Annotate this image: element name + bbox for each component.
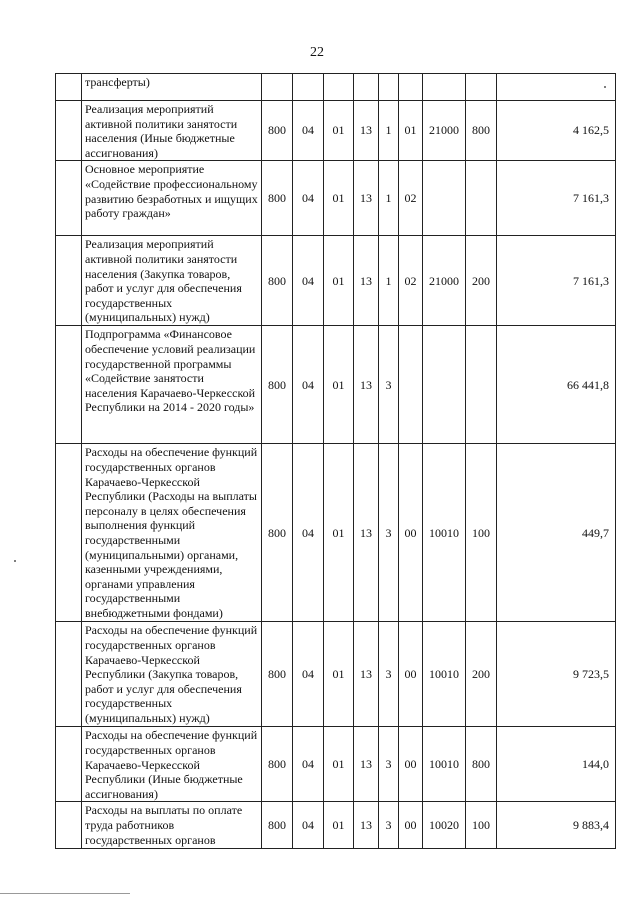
row-rz: 04 xyxy=(293,444,324,622)
row-rz: 04 xyxy=(293,727,324,802)
row-vr xyxy=(466,161,497,236)
row-prog: 13 xyxy=(354,236,379,326)
row-mer: 01 xyxy=(399,101,423,161)
table-row xyxy=(56,727,616,802)
row-pr xyxy=(324,74,354,101)
row-rz: 04 xyxy=(293,161,324,236)
row-blank-cell xyxy=(56,326,82,444)
row-name: трансферты) xyxy=(82,74,262,101)
row-mer: 02 xyxy=(399,236,423,326)
row-amount: 144,0 xyxy=(497,727,616,802)
row-ved: 800 xyxy=(262,802,293,849)
row-rz xyxy=(293,74,324,101)
row-name: Расходы на обеспечение функций государственных органов Карачаево-Черкесской Республики (Закупка товаров, работ и услуг для обеспечения государственных (муниципальных) нужд) xyxy=(82,622,262,727)
table-row xyxy=(56,161,616,236)
row-mer xyxy=(399,74,423,101)
row-name: Расходы на обеспечение функций государственных органов Карачаево-Черкесской Республики (Расходы на выплаты персоналу в целях обеспечения выполнения функций государственными (муниципальными) органами, казенными учреждениями, органами управления государственными внебюджетными фондами) xyxy=(82,444,262,622)
row-amount: 7 161,3 xyxy=(497,236,616,326)
row-ved: 800 xyxy=(262,161,293,236)
row-blank-cell xyxy=(56,161,82,236)
row-pr: 01 xyxy=(324,101,354,161)
row-vr: 100 xyxy=(466,802,497,849)
row-sub: 3 xyxy=(379,802,399,849)
row-prog: 13 xyxy=(354,101,379,161)
row-rz: 04 xyxy=(293,101,324,161)
row-rz: 04 xyxy=(293,802,324,849)
table-row xyxy=(56,74,616,101)
row-vr xyxy=(466,74,497,101)
row-blank-cell xyxy=(56,727,82,802)
scan-speck xyxy=(604,86,606,88)
row-amount: 9 723,5 xyxy=(497,622,616,727)
table-row xyxy=(56,326,616,444)
row-mer: 00 xyxy=(399,802,423,849)
row-ved xyxy=(262,74,293,101)
row-dir: 21000 xyxy=(423,101,466,161)
scan-edge-line xyxy=(0,893,130,894)
row-rz: 04 xyxy=(293,622,324,727)
row-sub: 3 xyxy=(379,727,399,802)
row-mer: 00 xyxy=(399,444,423,622)
row-vr: 800 xyxy=(466,727,497,802)
row-sub: 1 xyxy=(379,101,399,161)
row-pr: 01 xyxy=(324,622,354,727)
row-mer: 02 xyxy=(399,161,423,236)
row-amount: 66 441,8 xyxy=(497,326,616,444)
row-mer xyxy=(399,326,423,444)
row-mer: 00 xyxy=(399,727,423,802)
row-pr: 01 xyxy=(324,236,354,326)
row-pr: 01 xyxy=(324,802,354,849)
row-name: Реализация мероприятий активной политики занятости населения (Закупка товаров, работ и услуг для обеспечения государственных (муниципальных) нужд) xyxy=(82,236,262,326)
page-number: 22 xyxy=(310,45,324,60)
table-row xyxy=(56,101,616,161)
row-dir xyxy=(423,326,466,444)
row-prog: 13 xyxy=(354,622,379,727)
table-row xyxy=(56,622,616,727)
row-sub: 3 xyxy=(379,326,399,444)
row-blank-cell xyxy=(56,236,82,326)
row-ved: 800 xyxy=(262,326,293,444)
row-prog: 13 xyxy=(354,802,379,849)
row-vr: 800 xyxy=(466,101,497,161)
row-prog: 13 xyxy=(354,326,379,444)
row-prog: 13 xyxy=(354,161,379,236)
row-blank-cell xyxy=(56,622,82,727)
row-dir: 10020 xyxy=(423,802,466,849)
row-sub xyxy=(379,74,399,101)
table-row xyxy=(56,236,616,326)
row-blank-cell xyxy=(56,74,82,101)
row-vr: 100 xyxy=(466,444,497,622)
row-dir xyxy=(423,161,466,236)
row-dir: 10010 xyxy=(423,622,466,727)
row-sub: 3 xyxy=(379,444,399,622)
row-sub: 3 xyxy=(379,622,399,727)
row-amount: 4 162,5 xyxy=(497,101,616,161)
row-name: Основное мероприятие «Содействие профессиональному развитию безработных и ищущих работу граждан» xyxy=(82,161,262,236)
row-sub: 1 xyxy=(379,236,399,326)
row-ved: 800 xyxy=(262,101,293,161)
row-vr: 200 xyxy=(466,622,497,727)
row-name: Реализация мероприятий активной политики занятости населения (Иные бюджетные ассигнования) xyxy=(82,101,262,161)
row-amount xyxy=(497,74,616,101)
table-row xyxy=(56,444,616,622)
row-blank-cell xyxy=(56,802,82,849)
row-ved: 800 xyxy=(262,444,293,622)
row-sub: 1 xyxy=(379,161,399,236)
table-row xyxy=(56,802,616,849)
row-ved: 800 xyxy=(262,622,293,727)
row-pr: 01 xyxy=(324,161,354,236)
row-vr xyxy=(466,326,497,444)
row-pr: 01 xyxy=(324,444,354,622)
row-prog: 13 xyxy=(354,727,379,802)
budget-table xyxy=(55,73,616,849)
row-rz: 04 xyxy=(293,236,324,326)
row-pr: 01 xyxy=(324,727,354,802)
row-vr: 200 xyxy=(466,236,497,326)
row-blank-cell xyxy=(56,101,82,161)
row-prog: 13 xyxy=(354,444,379,622)
row-dir: 10010 xyxy=(423,727,466,802)
row-amount: 7 161,3 xyxy=(497,161,616,236)
row-ved: 800 xyxy=(262,727,293,802)
row-dir: 21000 xyxy=(423,236,466,326)
row-name: Расходы на обеспечение функций государственных органов Карачаево-Черкесской Республики (Иные бюджетные ассигнования) xyxy=(82,727,262,802)
row-pr: 01 xyxy=(324,326,354,444)
row-amount: 449,7 xyxy=(497,444,616,622)
row-amount: 9 883,4 xyxy=(497,802,616,849)
row-rz: 04 xyxy=(293,326,324,444)
row-dir: 10010 xyxy=(423,444,466,622)
row-ved: 800 xyxy=(262,236,293,326)
row-dir xyxy=(423,74,466,101)
row-blank-cell xyxy=(56,444,82,622)
row-prog xyxy=(354,74,379,101)
row-mer: 00 xyxy=(399,622,423,727)
row-name: Расходы на выплаты по оплате труда работников государственных органов xyxy=(82,802,262,849)
scan-speck xyxy=(14,560,16,562)
row-name: Подпрограмма «Финансовое обеспечение условий реализации государственной программы «Содействие занятости населения Карачаево-Черкесской Республики на 2014 - 2020 годы» xyxy=(82,326,262,444)
